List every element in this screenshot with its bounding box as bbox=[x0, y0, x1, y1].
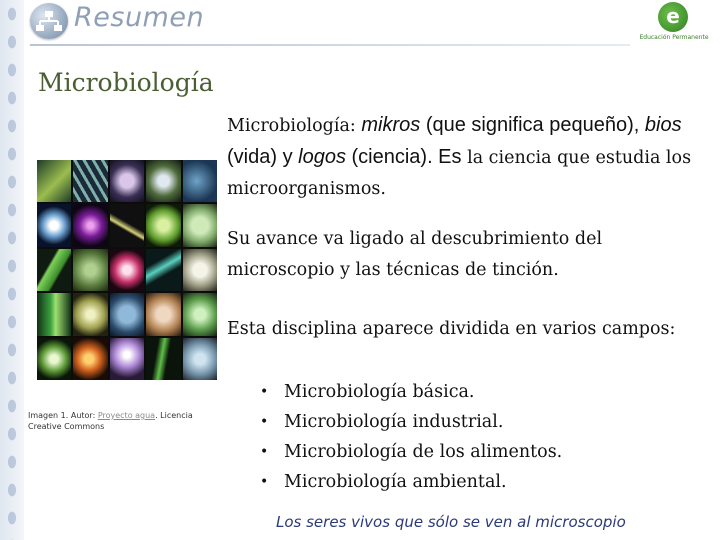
footer-note: Los seres vivos que sólo se ven al microscopio bbox=[276, 513, 626, 531]
mosaic-tile bbox=[146, 338, 180, 380]
list-item: • Microbiología básica. bbox=[227, 377, 707, 407]
logo-mark-icon: e bbox=[658, 2, 688, 32]
gloss-mikros: (que significa pequeño), bbox=[420, 114, 645, 136]
mosaic-tile bbox=[110, 249, 144, 291]
image-caption bbox=[28, 410, 208, 432]
mosaic-tile bbox=[146, 204, 180, 246]
mosaic-tile bbox=[146, 249, 180, 291]
microorganism-mosaic-image bbox=[37, 160, 217, 380]
caption-author-link[interactable]: Proyecto agua bbox=[97, 411, 156, 420]
list-item: • Microbiología industrial. bbox=[227, 407, 707, 437]
mosaic-tile bbox=[37, 160, 71, 202]
mosaic-tile bbox=[110, 160, 144, 202]
header-title: Resumen bbox=[74, 2, 205, 33]
header-divider bbox=[30, 44, 630, 46]
mosaic-tile bbox=[146, 293, 180, 335]
definition-lead: Microbiología: bbox=[227, 116, 362, 136]
mosaic-tile bbox=[183, 204, 217, 246]
main-content bbox=[227, 110, 707, 497]
advance-paragraph: Su avance va ligado al descubrimiento del microscopio y las técnicas de tinción. bbox=[227, 229, 603, 280]
mosaic-tile bbox=[73, 338, 107, 380]
mosaic-tile bbox=[183, 293, 217, 335]
mosaic-tile bbox=[183, 338, 217, 380]
list-item: • Microbiología ambiental. bbox=[227, 467, 707, 497]
mosaic-tile bbox=[73, 249, 107, 291]
mosaic-tile bbox=[73, 160, 107, 202]
mosaic-tile bbox=[37, 338, 71, 380]
definition-rest: la ciencia que estudia los microorganismos. bbox=[227, 148, 692, 199]
fields-intro: Esta disciplina aparece dividida en varios campos: bbox=[227, 319, 676, 339]
mosaic-tile bbox=[110, 338, 144, 380]
mosaic-tile bbox=[73, 293, 107, 335]
caption-prefix: Imagen 1. Autor: bbox=[28, 411, 98, 420]
gloss-bios: (vida) y bbox=[227, 146, 299, 168]
mosaic-tile bbox=[183, 160, 217, 202]
page-title: Microbiología bbox=[38, 68, 214, 97]
gloss-logos: (ciencia). Es bbox=[345, 146, 462, 168]
logo-text: Educación Permanente bbox=[639, 34, 709, 41]
fields-list bbox=[227, 377, 707, 497]
mosaic-tile bbox=[73, 204, 107, 246]
term-mikros: mikros bbox=[361, 114, 421, 136]
sitemap-icon bbox=[30, 3, 68, 39]
left-decorative-border bbox=[0, 0, 24, 540]
mosaic-tile bbox=[146, 160, 180, 202]
term-bios: bios bbox=[644, 114, 682, 136]
definition-paragraph bbox=[227, 110, 707, 205]
mosaic-tile bbox=[37, 249, 71, 291]
mosaic-tile bbox=[37, 293, 71, 335]
caption-suffix: . Licencia Creative Commons bbox=[28, 411, 193, 431]
mosaic-tile bbox=[110, 204, 144, 246]
mosaic-tile bbox=[183, 249, 217, 291]
term-logos: logos bbox=[298, 146, 346, 168]
mosaic-tile bbox=[110, 293, 144, 335]
educacion-permanente-logo bbox=[636, 2, 712, 48]
list-item: • Microbiología de los alimentos. bbox=[227, 437, 707, 467]
mosaic-tile bbox=[37, 204, 71, 246]
